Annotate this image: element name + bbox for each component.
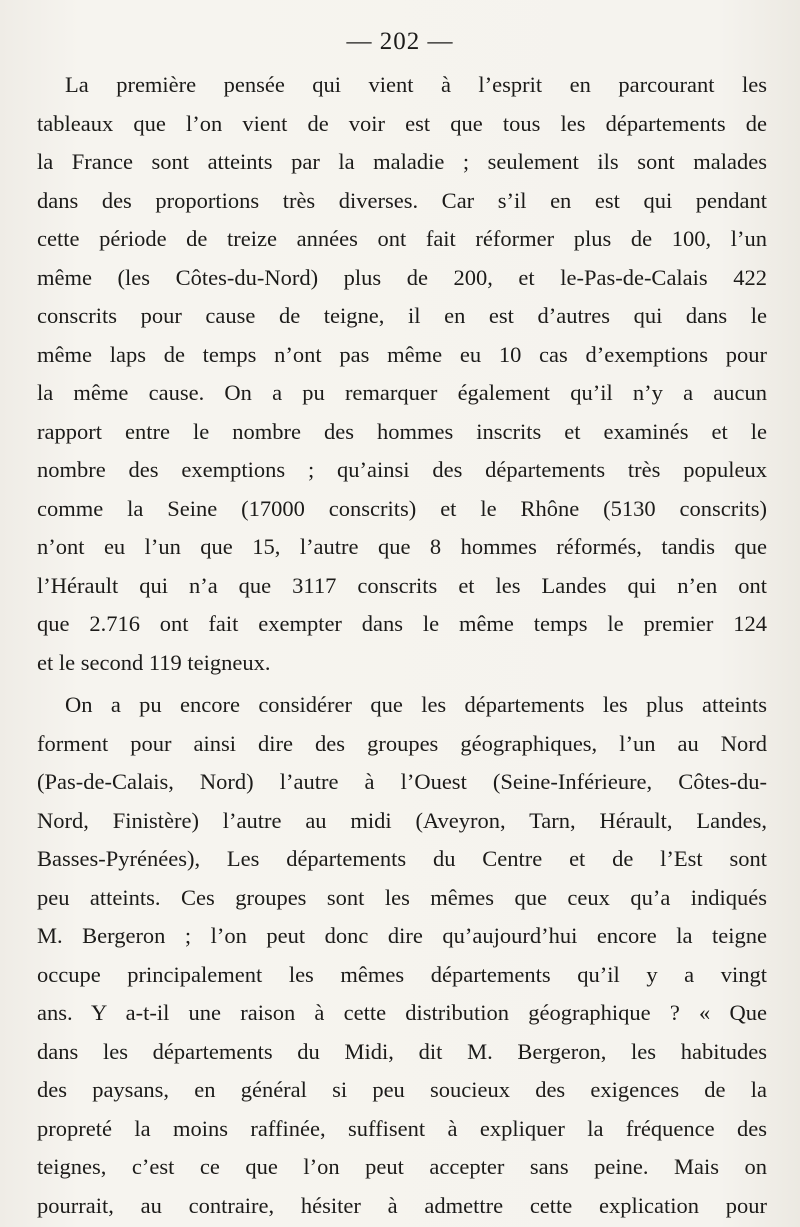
paragraph-1 [37, 66, 767, 682]
text-line: rapport entre le nombre des hommes inscrits et examinés et le [37, 418, 767, 444]
paragraph-2 [37, 686, 767, 1225]
page-number: — 202 — [346, 28, 454, 55]
text-line: La première pensée qui vient à l’esprit en parcourant les [65, 72, 767, 97]
text-line: peu atteints. Ces groupes sont les mêmes que ceux qu’a indiqués [37, 884, 767, 910]
text-line: M. Bergeron ; l’on peut donc dire qu’aujourd’hui encore la teigne [37, 923, 767, 948]
text-line: propreté la moins raffinée, suffisent à expliquer la fréquence des [37, 1115, 767, 1141]
text-line: n’ont eu l’un que 15, l’autre que 8 hommes réformés, tandis que [37, 534, 767, 559]
text-line: que 2.716 ont fait exempter dans le même temps le premier 124 [37, 611, 767, 636]
body-text [37, 66, 767, 1225]
text-line: teignes, c’est ce que l’on peut accepter sans peine. Mais on [37, 1154, 767, 1179]
text-line: Basses-Pyrénées), Les départements du Centre et de l’Est sont [37, 846, 767, 871]
text-line: dans les départements du Midi, dit M. Bergeron, les habitudes [37, 1038, 767, 1064]
text-line: On a pu encore considérer que les départements les plus atteints [65, 692, 767, 717]
text-line: des paysans, en général si peu soucieux des exigences de la [37, 1077, 767, 1102]
text-line: l’Hérault qui n’a que 3117 conscrits et les Landes qui n’en ont [37, 572, 767, 598]
text-line: cette période de treize années ont fait réformer plus de 100, l’un [37, 226, 767, 251]
text-line: pourrait, au contraire, hésiter à admettre cette explication pour [37, 1192, 767, 1218]
text-line: comme la Seine (17000 conscrits) et le Rhône (5130 conscrits) [37, 495, 767, 521]
text-line: nombre des exemptions ; qu’ainsi des départements très populeux [37, 457, 767, 482]
text-line: et le second 119 teigneux. [37, 649, 271, 675]
text-line: forment pour ainsi dire des groupes géographiques, l’un au Nord [37, 730, 767, 756]
text-line: la France sont atteints par la maladie ; seulement ils sont malades [37, 149, 767, 174]
text-line: occupe principalement les mêmes départements qu’il y a vingt [37, 961, 767, 987]
text-line: (Pas-de-Calais, Nord) l’autre à l’Ouest (Seine-Inférieure, Côtes-du- [37, 769, 767, 794]
text-line: conscrits pour cause de teigne, il en est d’autres qui dans le [37, 303, 767, 328]
text-line: la même cause. On a pu remarquer également qu’il n’y a aucun [37, 380, 767, 405]
text-line: même (les Côtes-du-Nord) plus de 200, et le-Pas-de-Calais 422 [37, 264, 767, 290]
text-line: même laps de temps n’ont pas même eu 10 cas d’exemptions pour [37, 341, 767, 367]
text-line: tableaux que l’on vient de voir est que tous les départements de [37, 110, 767, 136]
text-line: dans des proportions très diverses. Car s’il en est qui pendant [37, 187, 767, 213]
text-line: Nord, Finistère) l’autre au midi (Aveyron, Tarn, Hérault, Landes, [37, 807, 767, 833]
text-line: ans. Y a-t-il une raison à cette distribution géographique ? « Que [37, 1000, 767, 1025]
